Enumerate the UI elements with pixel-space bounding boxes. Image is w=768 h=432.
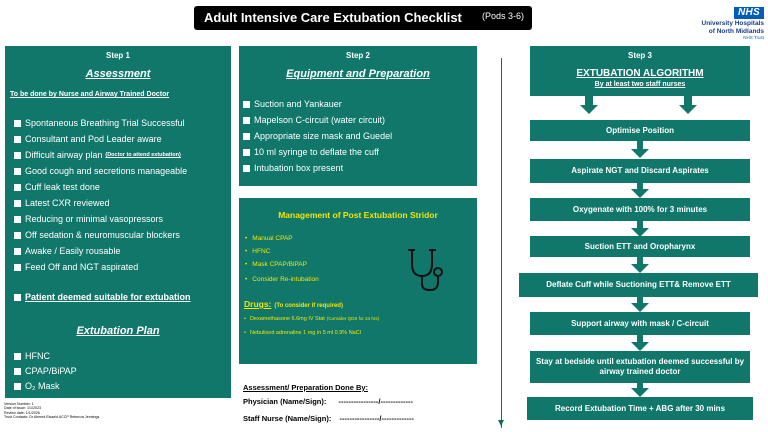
checkbox[interactable] [14,368,21,375]
algorithm-step: Deflate Cuff while Suctioning ETT& Remove ETT [519,273,758,297]
step1-panel [5,46,231,398]
checklist-item[interactable]: Good cough and secretions manageable [14,166,187,176]
signoff-heading: Assessment/ Preparation Done By: [243,383,369,392]
checklist-item[interactable]: Reducing or minimal vasopressors [14,214,163,224]
algorithm-title: EXTUBATION ALGORITHM [576,68,704,79]
physician-signoff[interactable] [243,397,413,406]
stridor-panel [239,198,477,364]
checkbox[interactable] [243,133,250,140]
checklist-item[interactable]: Difficult airway plan (Doctor to attend extubation) [14,150,181,160]
plan-item[interactable]: O₂ Mask [14,381,60,391]
equipment-item[interactable]: Appropriate size mask and Guedel [243,131,392,141]
equipment-item[interactable]: Mapelson C-circuit (water circuit) [243,115,385,125]
equipment-item[interactable]: 10 ml syringe to deflate the cuff [243,147,379,157]
checklist-item[interactable]: Awake / Easily rousable [14,246,120,256]
divider-line [501,58,502,428]
checkbox[interactable] [243,149,250,156]
checkbox[interactable] [14,152,21,159]
checkbox[interactable] [14,216,21,223]
algorithm-step: Support airway with mask / C-circuit [530,312,750,335]
checkbox[interactable] [14,353,21,360]
checkbox[interactable] [14,248,21,255]
nurse-line[interactable]: ----------------/------------- [339,414,414,423]
drugs-label: Drugs: [244,299,272,309]
algorithm-header [530,46,750,96]
checkbox[interactable] [243,117,250,124]
checkbox[interactable] [14,168,21,175]
checkbox[interactable] [14,383,21,390]
step1-label: Step 1 [105,51,130,60]
algorithm-step: Oxygenate with 100% for 3 minutes [530,198,750,221]
checklist-item[interactable]: Feed Off and NGT aspirated [14,262,138,272]
stridor-title: Management of Post Extubation Stridor [278,210,438,220]
plan-item[interactable]: CPAP/BiPAP [14,366,77,376]
checkbox[interactable] [14,120,21,127]
assessment-heading: Assessment [85,68,151,80]
checklist-item[interactable]: Cuff leak test done [14,182,100,192]
nurse-label: Staff Nurse (Name/Sign): [243,414,332,423]
algorithm-step: Stay at bedside until extubation deemed successful by airway trained doctor [530,351,750,383]
stethoscope-icon [402,246,450,294]
checklist-note: (Doctor to attend extubation) [105,152,181,158]
checklist-item[interactable]: Consultant and Pod Leader aware [14,134,162,144]
nhs-logo: NHS [734,7,764,19]
nhs-org-line1: University Hospitals [701,20,764,27]
checklist-item[interactable]: Spontaneous Breathing Trial Successful [14,118,185,128]
equipment-heading: Equipment and Preparation [286,68,430,80]
nhs-branding [664,2,764,41]
stridor-item: • Manual CPAP [245,235,293,242]
extubation-plan-heading: Extubation Plan [76,325,160,337]
algorithm-step: Aspirate NGT and Discard Aspirates [530,159,750,183]
page-subtitle: (Pods 3-6) [482,11,525,21]
divider-arrow-icon [498,420,504,426]
version-info: Version Number: 1 Date of issue: 1/1/2023 Review date: 1/1/2026 Trust Contacts: Dr Ahmed Elsaeid ACCP Rebecca Jennings [4,402,100,420]
stridor-item: • HFNC [245,248,270,255]
checklist-item[interactable]: Off sedation & neuromuscular blockers [14,230,180,240]
checkbox[interactable] [14,264,21,271]
step3-label: Step 3 [627,51,652,60]
drug-item: • Dexamethasone 6.6mg IV Stat (Consider QDS for 24 hrs) [244,316,379,322]
drug-note: (Consider QDS for 24 hrs) [326,316,380,321]
nhs-org-line2: of North Midlands [708,27,764,35]
drugs-heading [244,299,343,309]
plan-item[interactable]: HFNC [14,351,50,361]
page-title: Adult Intensive Care Extubation Checklist [204,10,462,25]
checklist-item[interactable]: Latest CXR reviewed [14,198,110,208]
checkbox[interactable] [243,165,250,172]
checkbox[interactable] [243,101,250,108]
drugs-note: (To consider if required) [274,303,343,309]
checkbox[interactable] [14,136,21,143]
stridor-item: • Consider Re-intubation [245,276,319,283]
algorithm-subtitle: By at least two staff nurses [594,81,686,88]
step2-label: Step 2 [345,51,370,60]
physician-label: Physician (Name/Sign): [243,397,327,406]
checkbox[interactable] [14,184,21,191]
drug-item: • Nebulised adrenaline 1 mg in 5 ml 0.9% NaCl [244,330,361,336]
algorithm-step: Optimise Position [530,120,750,141]
checkbox[interactable] [14,200,21,207]
physician-line[interactable]: ----------------/------------- [338,397,413,406]
equipment-item[interactable]: Suction and Yankauer [243,99,342,109]
checkbox[interactable] [14,232,21,239]
step2-panel [239,46,477,186]
assessment-subheading: To be done by Nurse and Airway Trained Doctor [10,91,170,98]
equipment-item[interactable]: Intubation box present [243,163,343,173]
suitable-label: Patient deemed suitable for extubation [25,292,191,302]
algorithm-step: Record Extubation Time + ABG after 30 mins [527,397,753,420]
stridor-item: • Mask CPAP/BiPAP [245,261,307,268]
suitable-item[interactable] [14,292,191,302]
algorithm-step: Suction ETT and Oropharynx [530,236,750,257]
nurse-signoff[interactable] [243,414,414,423]
checkbox[interactable] [14,294,21,301]
nhs-trust: NHS Trust [743,35,764,40]
title-bar [194,6,532,30]
